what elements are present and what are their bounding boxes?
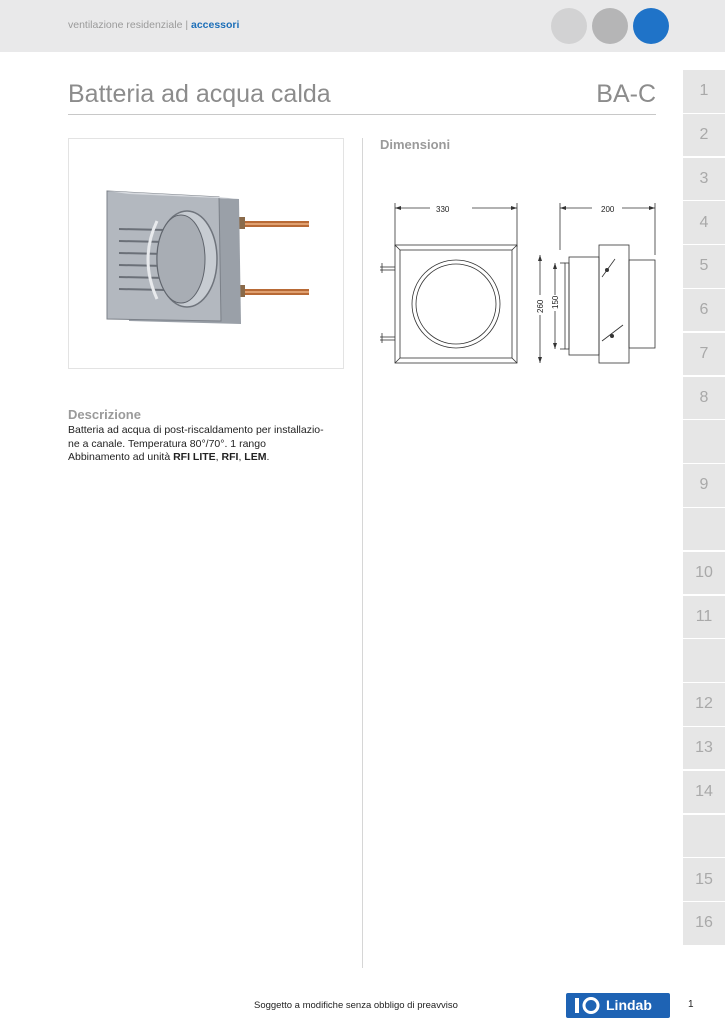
chapter-tab-6[interactable]: 6	[683, 289, 725, 333]
chapter-tab-blank[interactable]	[683, 815, 725, 859]
footer-note: Soggetto a modifiche senza obbligo di preavviso	[254, 1000, 458, 1011]
brand-name: Lindab	[606, 997, 652, 1013]
product-code: BA-C	[596, 80, 656, 108]
dim-width-label: 330	[436, 205, 450, 214]
lindab-logo-icon	[574, 996, 602, 1015]
description-separator: ,	[215, 451, 222, 463]
chapter-tab-13[interactable]: 13	[683, 727, 725, 771]
description-line	[68, 451, 348, 465]
chapter-tab-9[interactable]: 9	[683, 464, 725, 508]
breadcrumb-separator: |	[185, 19, 189, 31]
decor-dot-light	[551, 8, 587, 44]
description-end: .	[266, 451, 270, 463]
decor-dot-mid	[592, 8, 628, 44]
description-separator: ,	[238, 451, 245, 463]
column-divider	[362, 138, 363, 968]
chapter-tab-7[interactable]: 7	[683, 333, 725, 377]
dim-depth-label: 200	[601, 205, 615, 214]
unit-lem: LEM	[244, 451, 267, 463]
chapter-tab-8[interactable]: 8	[683, 377, 725, 421]
breadcrumb-active[interactable]: accessori	[190, 19, 240, 31]
chapter-tab-1[interactable]: 1	[683, 70, 725, 114]
dim-height-label: 260	[536, 299, 545, 313]
unit-rfi: RFI	[221, 451, 239, 463]
description-prefix: Abbinamento ad unità	[68, 451, 174, 463]
chapter-tab-2[interactable]: 2	[683, 114, 725, 158]
description-text	[68, 424, 348, 465]
chapter-tab-14[interactable]: 14	[683, 771, 725, 815]
lindab-logo	[566, 993, 670, 1018]
dimension-drawing	[370, 195, 670, 375]
page-title: Batteria ad acqua calda	[68, 80, 331, 108]
description-heading: Descrizione	[68, 407, 141, 422]
chapter-tab-3[interactable]: 3	[683, 158, 725, 202]
chapter-tab-blank[interactable]	[683, 639, 725, 683]
product-photo	[68, 138, 344, 369]
chapter-tab-blank[interactable]	[683, 508, 725, 552]
chapter-tab-4[interactable]: 4	[683, 201, 725, 245]
breadcrumb-section[interactable]: ventilazione residenziale	[68, 19, 183, 31]
dimensions-heading: Dimensioni	[380, 137, 451, 152]
title-divider	[68, 114, 656, 115]
dim-duct-label: 150	[551, 295, 560, 309]
unit-rfi-lite: RFI LITE	[173, 451, 216, 463]
chapter-tab-11[interactable]: 11	[683, 596, 725, 640]
decor-dot-blue	[633, 8, 669, 44]
page-number: 1	[688, 999, 694, 1010]
chapter-tab-blank[interactable]	[683, 420, 725, 464]
chapter-tab-15[interactable]: 15	[683, 858, 725, 902]
chapter-tab-5[interactable]: 5	[683, 245, 725, 289]
page-header	[0, 0, 725, 52]
breadcrumb	[68, 19, 239, 31]
chapter-tab-12[interactable]: 12	[683, 683, 725, 727]
chapter-tabs	[683, 70, 725, 946]
description-line: Batteria ad acqua di post-riscaldamento per installazio-	[68, 424, 324, 436]
description-line: ne a canale. Temperatura 80°/70°. 1 rango	[68, 437, 266, 450]
chapter-tab-16[interactable]: 16	[683, 902, 725, 946]
chapter-tab-10[interactable]: 10	[683, 552, 725, 596]
